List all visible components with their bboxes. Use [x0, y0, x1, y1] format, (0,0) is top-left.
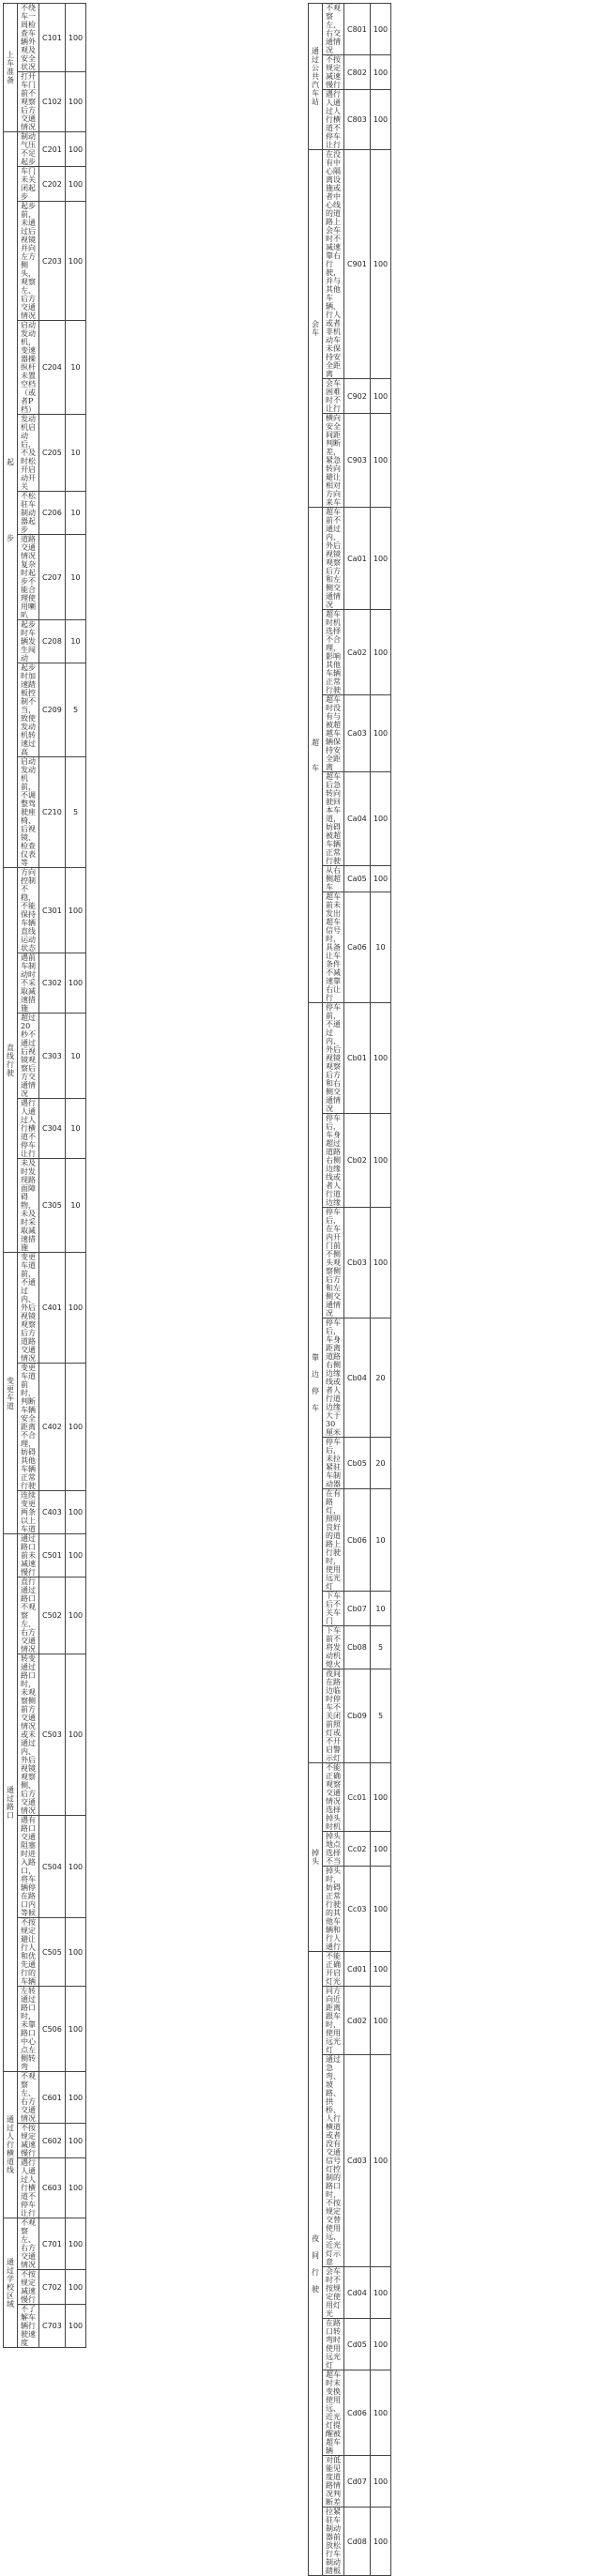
item-points: 100 — [65, 2072, 85, 2124]
item-description: 方向控制不稳，不能保持车辆直线运动状态 — [18, 868, 39, 953]
item-code: Cb07 — [344, 1592, 371, 1626]
item-code: Cb03 — [344, 1208, 371, 1318]
item-code: C305 — [39, 1159, 66, 1253]
category-cell: 通过 公共 汽车 站 — [309, 4, 323, 150]
item-description: 超过 20 秒不通过后视镜观察后方交通情况 — [18, 1014, 39, 1099]
item-code: C201 — [39, 132, 66, 167]
item-description: 不观察左、右交通情况 — [323, 4, 344, 55]
item-description: 对低能见度道路情况判断差 — [323, 2456, 344, 2507]
item-points: 100 — [370, 55, 390, 90]
item-points: 100 — [370, 1114, 390, 1208]
category-cell: 超 车 — [309, 508, 323, 1003]
item-code: C902 — [344, 379, 371, 414]
item-description: 掉头地点选择不当 — [323, 1832, 344, 1867]
item-description: 超车前不通过内、外后视镜观察后方和左侧交通情况 — [323, 508, 344, 610]
item-code: C702 — [39, 2270, 66, 2305]
item-code: C504 — [39, 1816, 66, 1918]
item-description: 超车前未发出超车信号时，具备让车条件不减速靠右让行 — [323, 892, 344, 1003]
item-points: 100 — [370, 1208, 390, 1318]
category-cell: 靠 边 停 车 — [309, 1003, 323, 1763]
right-scoring-table — [308, 3, 391, 2576]
table-row — [309, 1003, 391, 1114]
item-code: Cd02 — [344, 1987, 371, 2055]
item-points: 100 — [370, 90, 390, 150]
item-description: 不观察左、右方交通情况 — [18, 2072, 39, 2124]
item-code: Cb05 — [344, 1438, 371, 1489]
item-description: 会车困难时不让行 — [323, 379, 344, 414]
item-code: Cd05 — [344, 2319, 371, 2370]
item-description: 左转通过路口时，未靠路口中心点左侧转弯 — [18, 1987, 39, 2072]
item-code: Cb01 — [344, 1003, 371, 1114]
item-points: 100 — [370, 695, 390, 772]
item-description: 连续变更两条以上车道 — [18, 1491, 39, 1534]
item-points: 100 — [370, 2055, 390, 2267]
item-description: 起步时加速踏板控制不当，致使发动机转速过高 — [18, 663, 39, 757]
item-code: Cb08 — [344, 1626, 371, 1669]
category-cell: 上车 准备 — [4, 4, 18, 132]
item-code: Ca01 — [344, 508, 371, 610]
table-row — [309, 150, 391, 379]
item-points: 10 — [65, 535, 85, 620]
item-points: 5 — [65, 757, 85, 868]
category-cell: 变更 车道 — [4, 1253, 18, 1534]
item-description: 遇行人通过人行横道不停车让行 — [18, 1099, 39, 1159]
item-description: 停车后，车身距离道路右侧边缘线或者人行道边缘大于 30 厘米 — [323, 1318, 344, 1438]
item-description: 变更车道前，不通过内、外后视镜观察后方道路交通情况 — [18, 1253, 39, 1364]
item-code: C802 — [344, 55, 371, 90]
item-points: 100 — [65, 1816, 85, 1918]
item-description: 制动气压不足起步 — [18, 132, 39, 167]
item-code: Cd04 — [344, 2267, 371, 2319]
item-points: 10 — [65, 1099, 85, 1159]
item-points: 100 — [370, 414, 390, 508]
item-code: Cd08 — [344, 2507, 371, 2576]
item-code: C401 — [39, 1253, 66, 1364]
item-code: C703 — [39, 2305, 66, 2348]
item-code: C204 — [39, 321, 66, 415]
item-code: Cb04 — [344, 1318, 371, 1438]
item-points: 100 — [65, 4, 85, 72]
item-points: 100 — [65, 132, 85, 167]
item-code: Cd01 — [344, 1952, 371, 1987]
item-code: Cc03 — [344, 1867, 371, 1952]
item-points: 100 — [65, 1364, 85, 1491]
item-points: 100 — [370, 379, 390, 414]
item-code: C101 — [39, 4, 66, 72]
item-description: 在有路灯，照明良好的道路上行驶时，使用远光灯 — [323, 1489, 344, 1592]
item-points: 100 — [370, 2370, 390, 2456]
item-description: 转变通过路口时，未观察侧前方交通情况或未通过内、外后视镜观察侧、后方交通情况 — [18, 1654, 39, 1816]
item-description: 起步时车辆发生闯动 — [18, 620, 39, 663]
item-description: 会车时不按规定使用灯光 — [323, 2267, 344, 2319]
item-points: 10 — [370, 892, 390, 1003]
item-points: 100 — [370, 2507, 390, 2576]
item-code: Cb09 — [344, 1669, 371, 1763]
item-code: Cd07 — [344, 2456, 371, 2507]
item-code: C602 — [39, 2124, 66, 2158]
item-code: C206 — [39, 492, 66, 535]
item-points: 100 — [65, 1491, 85, 1534]
item-points: 10 — [65, 415, 85, 492]
table-row — [4, 132, 86, 167]
table-row — [4, 2072, 86, 2124]
item-description: 超车时没有与被超越车辆保持安全距离 — [323, 695, 344, 772]
item-points: 100 — [65, 1987, 85, 2072]
item-points: 100 — [65, 2124, 85, 2158]
item-code: C303 — [39, 1014, 66, 1099]
item-points: 100 — [370, 2319, 390, 2370]
item-code: Cd03 — [344, 2055, 371, 2267]
item-points: 100 — [65, 1578, 85, 1654]
item-points: 100 — [65, 953, 85, 1014]
item-description: 变更车道前时，判断车辆安全距离不合理，妨碍其他车辆正常行驶 — [18, 1364, 39, 1491]
item-description: 不能正确开启灯光 — [323, 1952, 344, 1987]
item-description: 打开车门前不观察后方交通情况 — [18, 72, 39, 132]
table-row — [4, 1253, 86, 1364]
item-description: 通过路口前未减速慢行 — [18, 1534, 39, 1578]
item-points: 10 — [65, 492, 85, 535]
item-description: 不能正确观察交通情况选择掉头时机 — [323, 1763, 344, 1832]
item-code: Cc01 — [344, 1763, 371, 1832]
item-code: Ca04 — [344, 772, 371, 866]
item-code: C601 — [39, 2072, 66, 2124]
item-description: 不按规定减速慢行 — [18, 2124, 39, 2158]
item-points: 100 — [370, 1763, 390, 1832]
item-code: C503 — [39, 1654, 66, 1816]
item-code: C203 — [39, 202, 66, 321]
item-code: C701 — [39, 2218, 66, 2270]
item-points: 20 — [370, 1438, 390, 1489]
item-code: C208 — [39, 620, 66, 663]
item-points: 10 — [370, 1489, 390, 1592]
item-description: 遇行人通过人行横道不停车让行 — [323, 90, 344, 150]
item-code: C207 — [39, 535, 66, 620]
table-row — [4, 868, 86, 953]
item-points: 100 — [370, 1867, 390, 1952]
item-code: C506 — [39, 1987, 66, 2072]
category-cell: 会车 — [309, 150, 323, 508]
item-code: C502 — [39, 1578, 66, 1654]
item-code: C102 — [39, 72, 66, 132]
item-description: 下车前不将发动机熄火 — [323, 1626, 344, 1669]
item-description: 通过急弯、坡路、拱桥、人行横道或者没有交通信号灯控制的路口时，不按规定交替使用远、近光灯示意 — [323, 2055, 344, 2267]
left-scoring-table — [3, 3, 86, 2348]
item-points: 10 — [65, 620, 85, 663]
item-description: 遇行人通过人行横道不停车让行 — [18, 2158, 39, 2218]
item-code: C803 — [344, 90, 371, 150]
item-code: Cc02 — [344, 1832, 371, 1867]
item-description: 停车后，在车内开门前不侧头观察侧后方和左侧交通情况 — [323, 1208, 344, 1318]
item-description: 道路交通情况复杂时起步不能合理使用喇叭 — [18, 535, 39, 620]
item-code: C205 — [39, 415, 66, 492]
item-points: 20 — [370, 1318, 390, 1438]
table-row — [309, 4, 391, 55]
item-points: 100 — [370, 2267, 390, 2319]
item-points: 100 — [370, 1832, 390, 1867]
item-points: 100 — [370, 610, 390, 695]
category-cell: 夜 间 行 驶 — [309, 1952, 323, 2576]
item-code: Ca03 — [344, 695, 371, 772]
item-description: 未及时发现路面障碍物，未及时采取减速措施 — [18, 1159, 39, 1253]
item-description: 不按规定减速慢行 — [323, 55, 344, 90]
item-description: 在没有中心隔离设施或者中心线的道路上会车时不减速靠右行驶，并与其他车辆、行人或者非机动车未保持安全距离 — [323, 150, 344, 379]
item-code: C505 — [39, 1918, 66, 1987]
item-points: 10 — [65, 321, 85, 415]
item-code: C202 — [39, 167, 66, 202]
item-description: 启动发动机，变速器操纵杆未置空档（或者P档） — [18, 321, 39, 415]
item-code: Cd06 — [344, 2370, 371, 2456]
table-row — [309, 508, 391, 610]
item-points: 100 — [370, 4, 390, 55]
item-code: Ca06 — [344, 892, 371, 1003]
item-points: 100 — [370, 2456, 390, 2507]
item-points: 10 — [370, 1592, 390, 1626]
item-points: 100 — [65, 202, 85, 321]
category-cell: 通过 学校 区域 — [4, 2218, 18, 2348]
item-description: 下车后不关车门 — [323, 1592, 344, 1626]
item-description: 遇前车制动时不采取减速措施 — [18, 953, 39, 1014]
item-description: 停车后，未拉紧驻车制动器 — [323, 1438, 344, 1489]
item-points: 10 — [65, 1014, 85, 1099]
item-code: Cb06 — [344, 1489, 371, 1592]
item-description: 遇有路口交通阻塞时进入路口，将车辆停在路口内等候 — [18, 1816, 39, 1918]
item-description: 不观察左、右方交通情况 — [18, 2218, 39, 2270]
item-description: 拉紧驻车制动器前放松行车制动踏板 — [323, 2507, 344, 2576]
item-points: 100 — [65, 1654, 85, 1816]
item-points: 5 — [370, 1626, 390, 1669]
item-description: 不绕车一周检查车辆外观及安全状况 — [18, 4, 39, 72]
item-points: 100 — [65, 72, 85, 132]
item-points: 100 — [65, 2305, 85, 2348]
category-cell: 掉 头 — [309, 1763, 323, 1952]
item-points: 100 — [370, 1003, 390, 1114]
item-points: 100 — [65, 1918, 85, 1987]
item-code: Ca05 — [344, 866, 371, 892]
item-points: 5 — [370, 1669, 390, 1763]
item-points: 100 — [65, 1534, 85, 1578]
item-code: C901 — [344, 150, 371, 379]
item-points: 100 — [370, 150, 390, 379]
item-points: 100 — [370, 1987, 390, 2055]
item-points: 10 — [65, 1159, 85, 1253]
item-description: 从右侧超车 — [323, 866, 344, 892]
item-code: C402 — [39, 1364, 66, 1491]
item-points: 100 — [65, 2270, 85, 2305]
item-code: Ca02 — [344, 610, 371, 695]
item-description: 停车后，车身超过道路右侧边缘线或者人行道边缘 — [323, 1114, 344, 1208]
item-description: 在路口转弯时使用远光灯 — [323, 2319, 344, 2370]
item-description: 横向安全间距判断差，紧急转向避让相对方向来车 — [323, 414, 344, 508]
item-description: 起步前，未通过后视镜并向左方侧头，观察左、后方交通情况 — [18, 202, 39, 321]
category-cell: 通过 人行 横道 线 — [4, 2072, 18, 2218]
category-cell: 通 过 路 口 — [4, 1534, 18, 2072]
item-code: C501 — [39, 1534, 66, 1578]
item-code: C209 — [39, 663, 66, 757]
item-points: 100 — [65, 1253, 85, 1364]
item-points: 100 — [65, 2158, 85, 2218]
item-code: C801 — [344, 4, 371, 55]
table-row — [309, 1763, 391, 1832]
table-row — [4, 1534, 86, 1578]
item-code: Cb02 — [344, 1114, 371, 1208]
item-code: C903 — [344, 414, 371, 508]
item-points: 5 — [65, 663, 85, 757]
item-description: 掉头时，妨碍正常行驶的其他车辆和行人通行 — [323, 1867, 344, 1952]
category-cell: 起 步 — [4, 132, 18, 868]
category-cell: 直 线 行 驶 — [4, 868, 18, 1253]
item-code: C301 — [39, 868, 66, 953]
item-points: 100 — [65, 167, 85, 202]
item-points: 100 — [370, 508, 390, 610]
item-code: C403 — [39, 1491, 66, 1534]
item-description: 直行通过路口不观察左、右方交通情况 — [18, 1578, 39, 1654]
item-points: 100 — [370, 866, 390, 892]
item-points: 100 — [65, 2218, 85, 2270]
table-row — [4, 2218, 86, 2270]
item-code: C210 — [39, 757, 66, 868]
item-description: 同方向近距离跟车时，使用远光灯 — [323, 1987, 344, 2055]
item-description: 不松驻车制动器起步 — [18, 492, 39, 535]
item-description: 车门未关闭起步 — [18, 167, 39, 202]
item-points: 100 — [65, 868, 85, 953]
item-description: 不了解车辆行驶速度 — [18, 2305, 39, 2348]
item-description: 超车后急转向驶回本车道，妨碍被超车辆正常行驶 — [323, 772, 344, 866]
item-description: 不按规定避让行人和优先通行的车辆 — [18, 1918, 39, 1987]
item-description: 夜间在路边临时停车不关闭前照灯或不开启警示灯 — [323, 1669, 344, 1763]
item-description: 不按规定减速慢行 — [18, 2270, 39, 2305]
item-code: C302 — [39, 953, 66, 1014]
item-points: 100 — [370, 1952, 390, 1987]
item-description: 超车时机选择不合理，影响其他车辆正常行驶 — [323, 610, 344, 695]
item-code: C304 — [39, 1099, 66, 1159]
item-description: 超车时未变换使用远、近光灯提醒被超车辆 — [323, 2370, 344, 2456]
item-description: 停车前，不通过内、外后视镜观察后方和右侧交通情况 — [323, 1003, 344, 1114]
item-description: 发动机启动后，不及时松开启动开关 — [18, 415, 39, 492]
item-points: 100 — [370, 772, 390, 866]
table-row — [309, 1952, 391, 1987]
table-row — [4, 4, 86, 72]
item-description: 启动发动机前，不调整驾驶座椅、后视镜、检查仪表等 — [18, 757, 39, 868]
item-code: C603 — [39, 2158, 66, 2218]
